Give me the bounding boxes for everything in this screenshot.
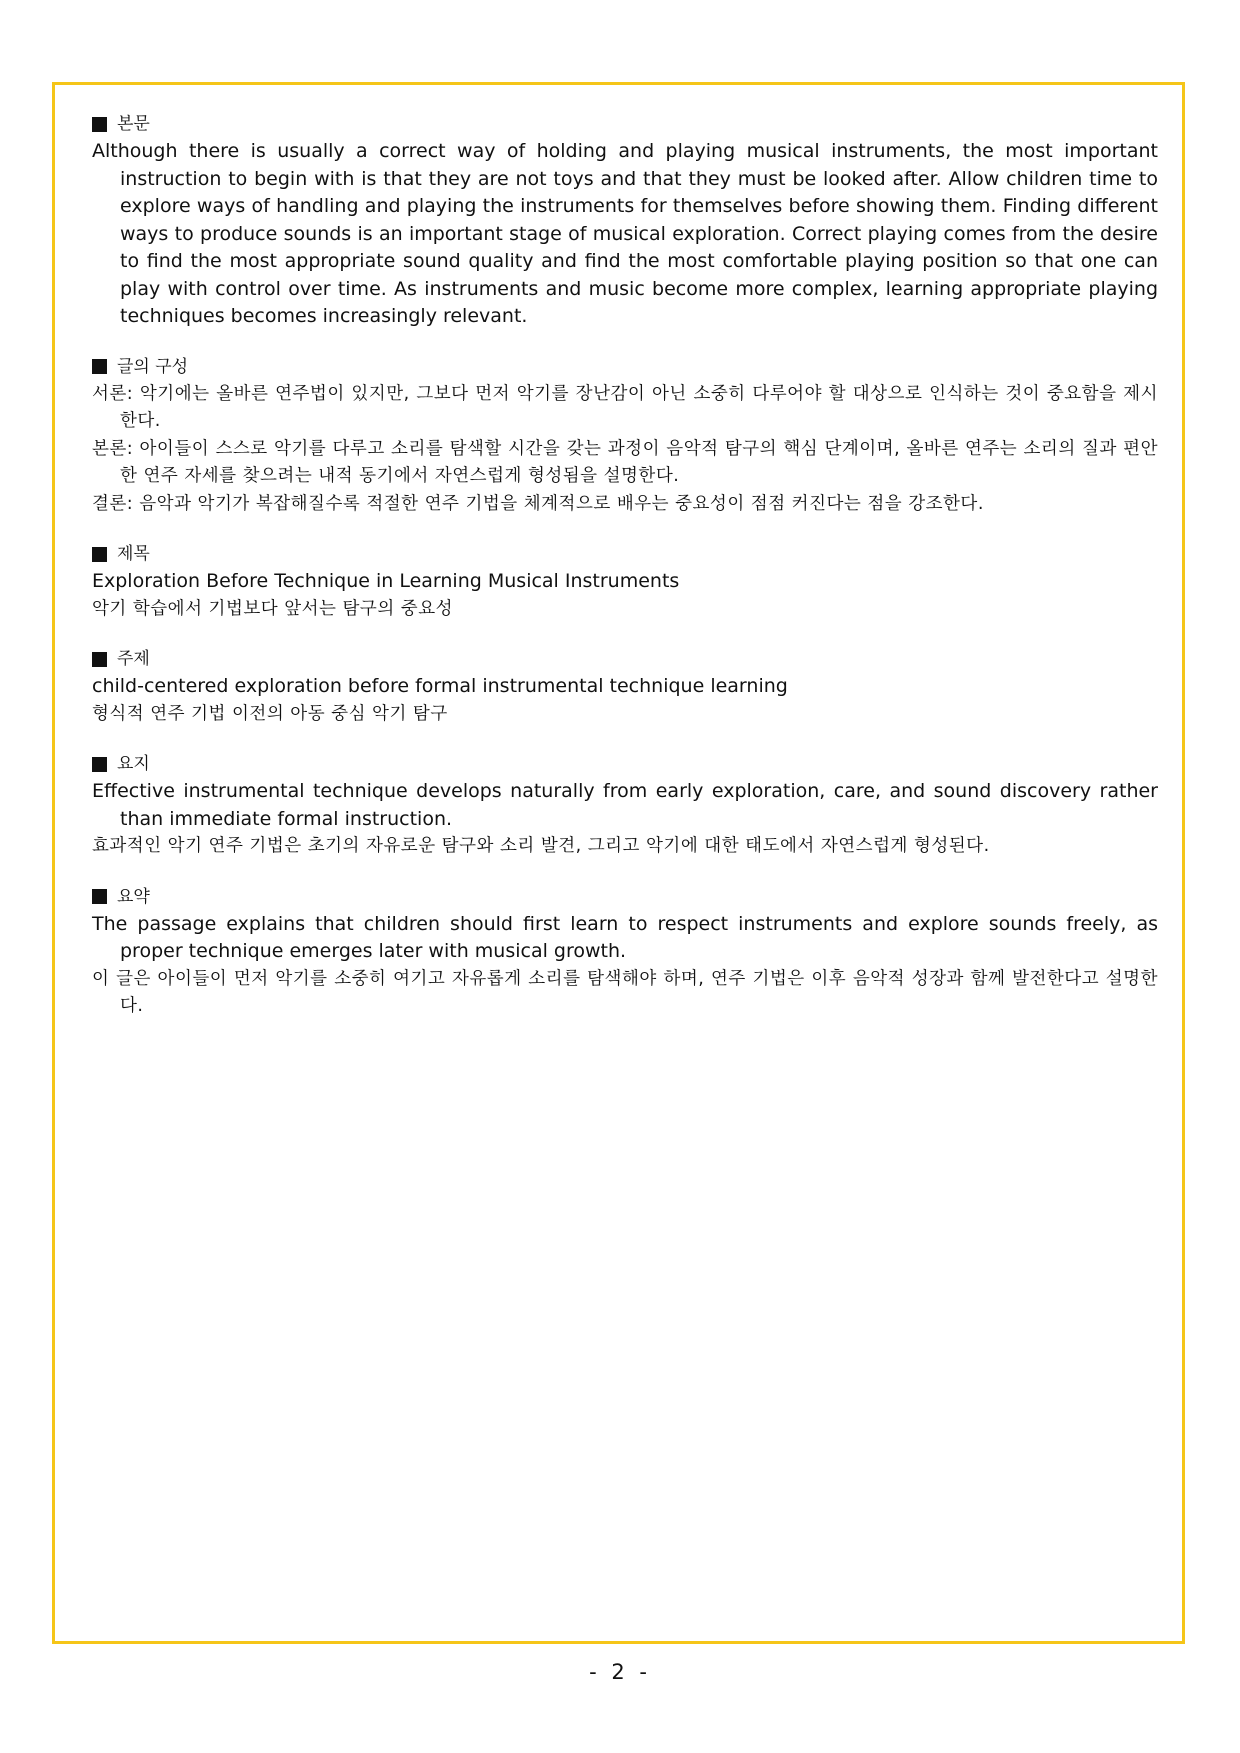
section-heading-label: 요지	[117, 754, 150, 774]
topic-english: child-centered exploration before formal instrumental technique learning	[92, 675, 788, 697]
section-heading-label: 주제	[117, 649, 150, 669]
black-square-icon	[92, 757, 107, 772]
section-heading-label: 글의 구성	[117, 356, 189, 377]
structure-conclusion: 결론: 음악과 악기가 복잡해질수록 적절한 연주 기법을 체계적으로 배우는 중요성이 점점 커진다는 점을 강조한다.	[92, 493, 984, 514]
gist-english: Effective instrumental technique develops naturally from early exploration, care, and sound discovery rather than immediate formal instruction.	[92, 780, 1158, 830]
section-summary	[92, 883, 1158, 1021]
structure-intro: 서론: 악기에는 올바른 연주법이 있지만, 그보다 먼저 악기를 장난감이 아닌 소중히 다루어야 할 대상으로 인식하는 것이 중요함을 제시한다.	[92, 383, 1158, 431]
section-topic	[92, 645, 1158, 728]
section-gist	[92, 750, 1158, 861]
section-heading-summary	[92, 883, 1158, 911]
section-heading-label: 본문	[117, 114, 150, 134]
section-heading-body	[92, 110, 1158, 138]
gist-korean: 효과적인 악기 연주 기법은 초기의 자유로운 탐구와 소리 발견, 그리고 악기에 대한 태도에서 자연스럽게 형성된다.	[92, 836, 990, 856]
document-content	[92, 110, 1158, 1043]
summary-english: The passage explains that children should first learn to respect instruments and explore sounds freely, as proper technique emerges later with musical growth.	[92, 912, 1158, 962]
black-square-icon	[92, 359, 107, 374]
topic-korean: 형식적 연주 기법 이전의 아동 중심 악기 탐구	[92, 703, 448, 724]
page-number: - 2 -	[589, 1660, 651, 1684]
section-body	[92, 110, 1158, 331]
section-heading-structure	[92, 353, 1158, 381]
black-square-icon	[92, 117, 107, 132]
section-heading-topic	[92, 645, 1158, 673]
black-square-icon	[92, 889, 107, 904]
summary-korean: 이 글은 아이들이 먼저 악기를 소중히 여기고 자유롭게 소리를 탐색해야 하며, 연주 기법은 이후 음악적 성장과 함께 발전한다고 설명한다.	[92, 968, 1158, 1016]
structure-main: 본론: 아이들이 스스로 악기를 다루고 소리를 탐색할 시간을 갖는 과정이 음악적 탐구의 핵심 단계이며, 올바른 연주는 소리의 질과 편안한 연주 자세를 찾으려는 내적 동기에서 자연스럽게 형성됨을 설명한다.	[92, 438, 1158, 486]
section-title	[92, 540, 1158, 623]
section-heading-label: 제목	[117, 544, 150, 564]
black-square-icon	[92, 652, 107, 667]
black-square-icon	[92, 547, 107, 562]
title-english: Exploration Before Technique in Learning Musical Instruments	[92, 570, 680, 592]
section-heading-label: 요약	[117, 886, 150, 907]
section-heading-title	[92, 540, 1158, 568]
body-paragraph: Although there is usually a correct way of holding and playing musical instruments, the most important instruction to begin with is that they are not toys and that they must be looked after. Allow children time to explore ways of handling and playing the instruments for themselves before showing them. Finding different ways to produce sounds is an important stage of musical exploration. Correct playing comes from the desire to find the most appropriate sound quality and find the most comfortable playing position so that one can play with control over time. As instruments and music become more complex, learning appropriate playing techniques becomes increasingly relevant.	[92, 140, 1158, 327]
section-heading-gist	[92, 750, 1158, 778]
section-structure	[92, 353, 1158, 519]
title-korean: 악기 학습에서 기법보다 앞서는 탐구의 중요성	[92, 598, 454, 619]
